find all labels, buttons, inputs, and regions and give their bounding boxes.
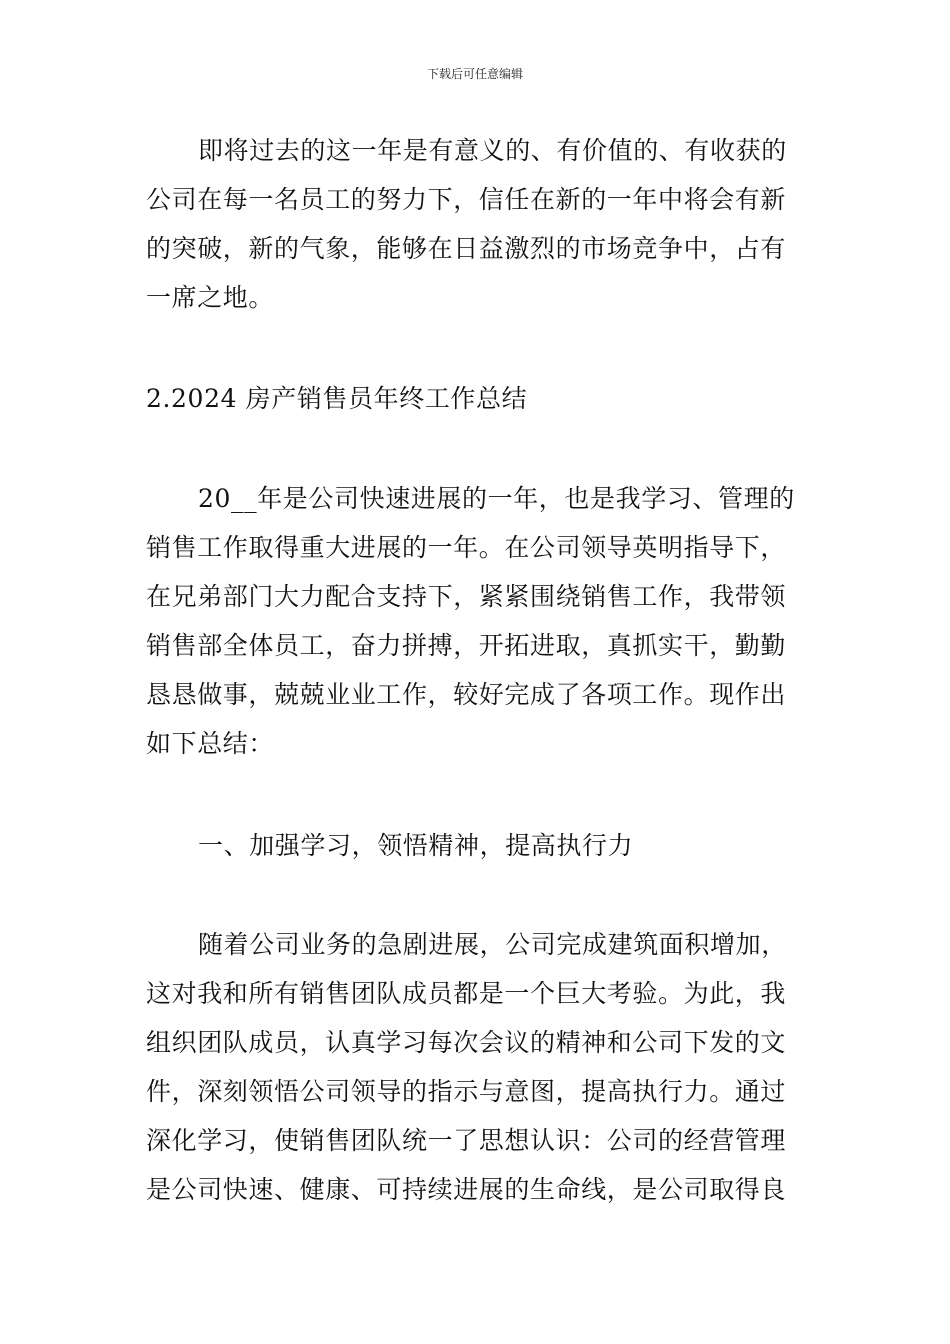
paragraph-line: 恳恳做事，兢兢业业工作，较好完成了各项工作。现作出 [146, 680, 787, 709]
paragraph-line: 一席之地。 [146, 283, 275, 312]
paragraph-summary [146, 474, 811, 768]
paragraph-line: 销售部全体员工，奋力拼搏，开拓进取，真抓实干，勤勤 [146, 631, 787, 660]
subsection-title: 一、加强学习，领悟精神，提高执行力 [198, 831, 634, 860]
paragraph-line: 件，深刻领悟公司领导的指示与意图，提高执行力。通过 [146, 1077, 787, 1106]
paragraph-intro [146, 126, 811, 322]
paragraph-section1 [146, 920, 811, 1214]
paragraph-line: 公司在每一名员工的努力下，信任在新的一年中将会有新 [146, 185, 787, 214]
paragraph-line: 如下总结： [146, 729, 275, 758]
paragraph-line: 随着公司业务的急剧进展，公司完成建筑面积增加， [198, 930, 787, 959]
paragraph-line: 组织团队成员，认真学习每次会议的精神和公司下发的文 [146, 1028, 787, 1057]
paragraph-line: 销售工作取得重大进展的一年。在公司领导英明指导下， [146, 533, 787, 562]
page-header: 下载后可任意编辑 [426, 67, 523, 81]
paragraph-line: 的突破，新的气象，能够在日益激烈的市场竞争中，占有 [146, 234, 787, 263]
section-heading [146, 374, 811, 423]
paragraph-line: 即将过去的这一年是有意义的、有价值的、有收获的 [198, 136, 787, 165]
paragraph-line: 是公司快速、健康、可持续进展的生命线，是公司取得良 [146, 1175, 787, 1204]
paragraph-line: 在兄弟部门大力配合支持下，紧紧围绕销售工作，我带领 [146, 582, 787, 611]
subsection-heading [146, 821, 811, 870]
paragraph-line: 这对我和所有销售团队成员都是一个巨大考验。为此，我 [146, 979, 787, 1008]
heading-text: 2.2024 房产销售员年终工作总结 [146, 384, 528, 413]
paragraph-line: 深化学习，使销售团队统一了思想认识：公司的经营管理 [146, 1126, 787, 1155]
paragraph-line: 20__年是公司快速进展的一年，也是我学习、管理的 [198, 484, 795, 513]
